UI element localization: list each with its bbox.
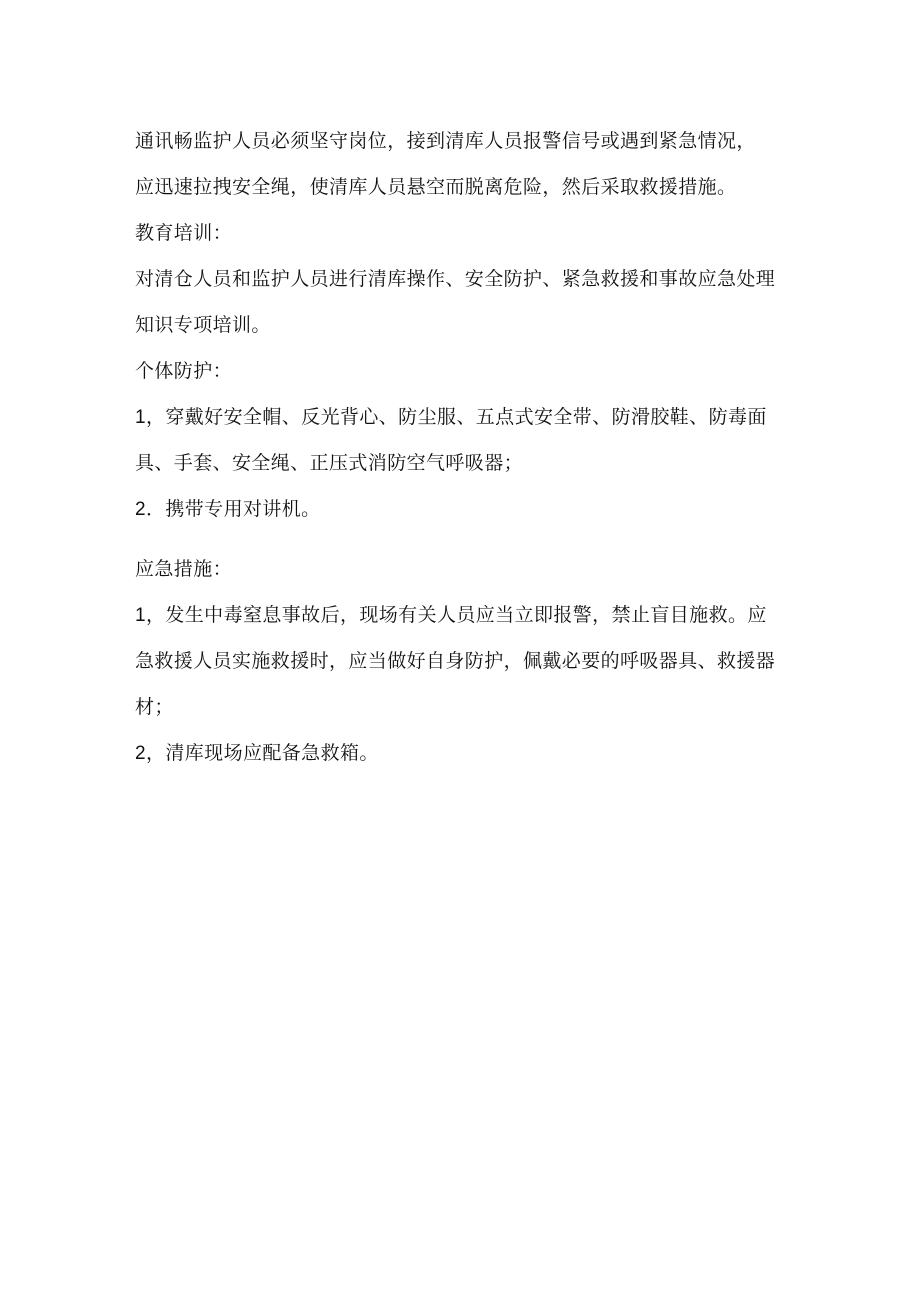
protection-item-2 — [135, 486, 800, 532]
emergency-heading: 应急措施： — [135, 558, 233, 580]
education-line-2: 知识专项培训。 — [135, 314, 271, 336]
protection-item-2-text: ．携带专用对讲机。 — [145, 498, 321, 520]
emergency-item-1-text: ，发生中毒窒息事故后，现场有关人员应当立即报警，禁止盲目施救。应 — [145, 604, 767, 626]
emergency-item-1-continued-2: 材； — [135, 696, 174, 718]
emergency-item-2 — [135, 730, 800, 776]
protection-heading: 个体防护： — [135, 360, 233, 382]
protection-item-1-text: ，穿戴好安全帽、反光背心、防尘服、五点式安全带、防滑胶鞋、防毒面 — [145, 406, 767, 428]
document-body — [135, 118, 800, 776]
protection-item-1-continued: 具、手套、安全绳、正压式消防空气呼吸器； — [135, 452, 524, 474]
intro-line-1: 通讯畅监护人员必须坚守岗位，接到清库人员报警信号或遇到紧急情况， — [135, 130, 756, 152]
protection-item-1 — [135, 394, 800, 440]
emergency-item-1-continued-1: 急救援人员实施救援时，应当做好自身防护，佩戴必要的呼吸器具、救援器 — [135, 650, 776, 672]
education-line-1: 对清仓人员和监护人员进行清库操作、安全防护、紧急救援和事故应急处理 — [135, 268, 776, 290]
emergency-item-2-text: ，清库现场应配备急救箱。 — [145, 742, 379, 764]
protection-item-2-number: 2 — [135, 499, 146, 520]
emergency-item-1 — [135, 592, 800, 638]
education-heading: 教育培训： — [135, 222, 233, 244]
protection-item-1-number: 1 — [135, 407, 146, 428]
emergency-item-1-number: 1 — [135, 605, 146, 626]
section-spacer — [135, 532, 800, 546]
emergency-item-2-number: 2 — [135, 743, 146, 764]
intro-line-2: 应迅速拉拽安全绳，使清库人员悬空而脱离危险，然后采取救援措施。 — [135, 176, 737, 198]
